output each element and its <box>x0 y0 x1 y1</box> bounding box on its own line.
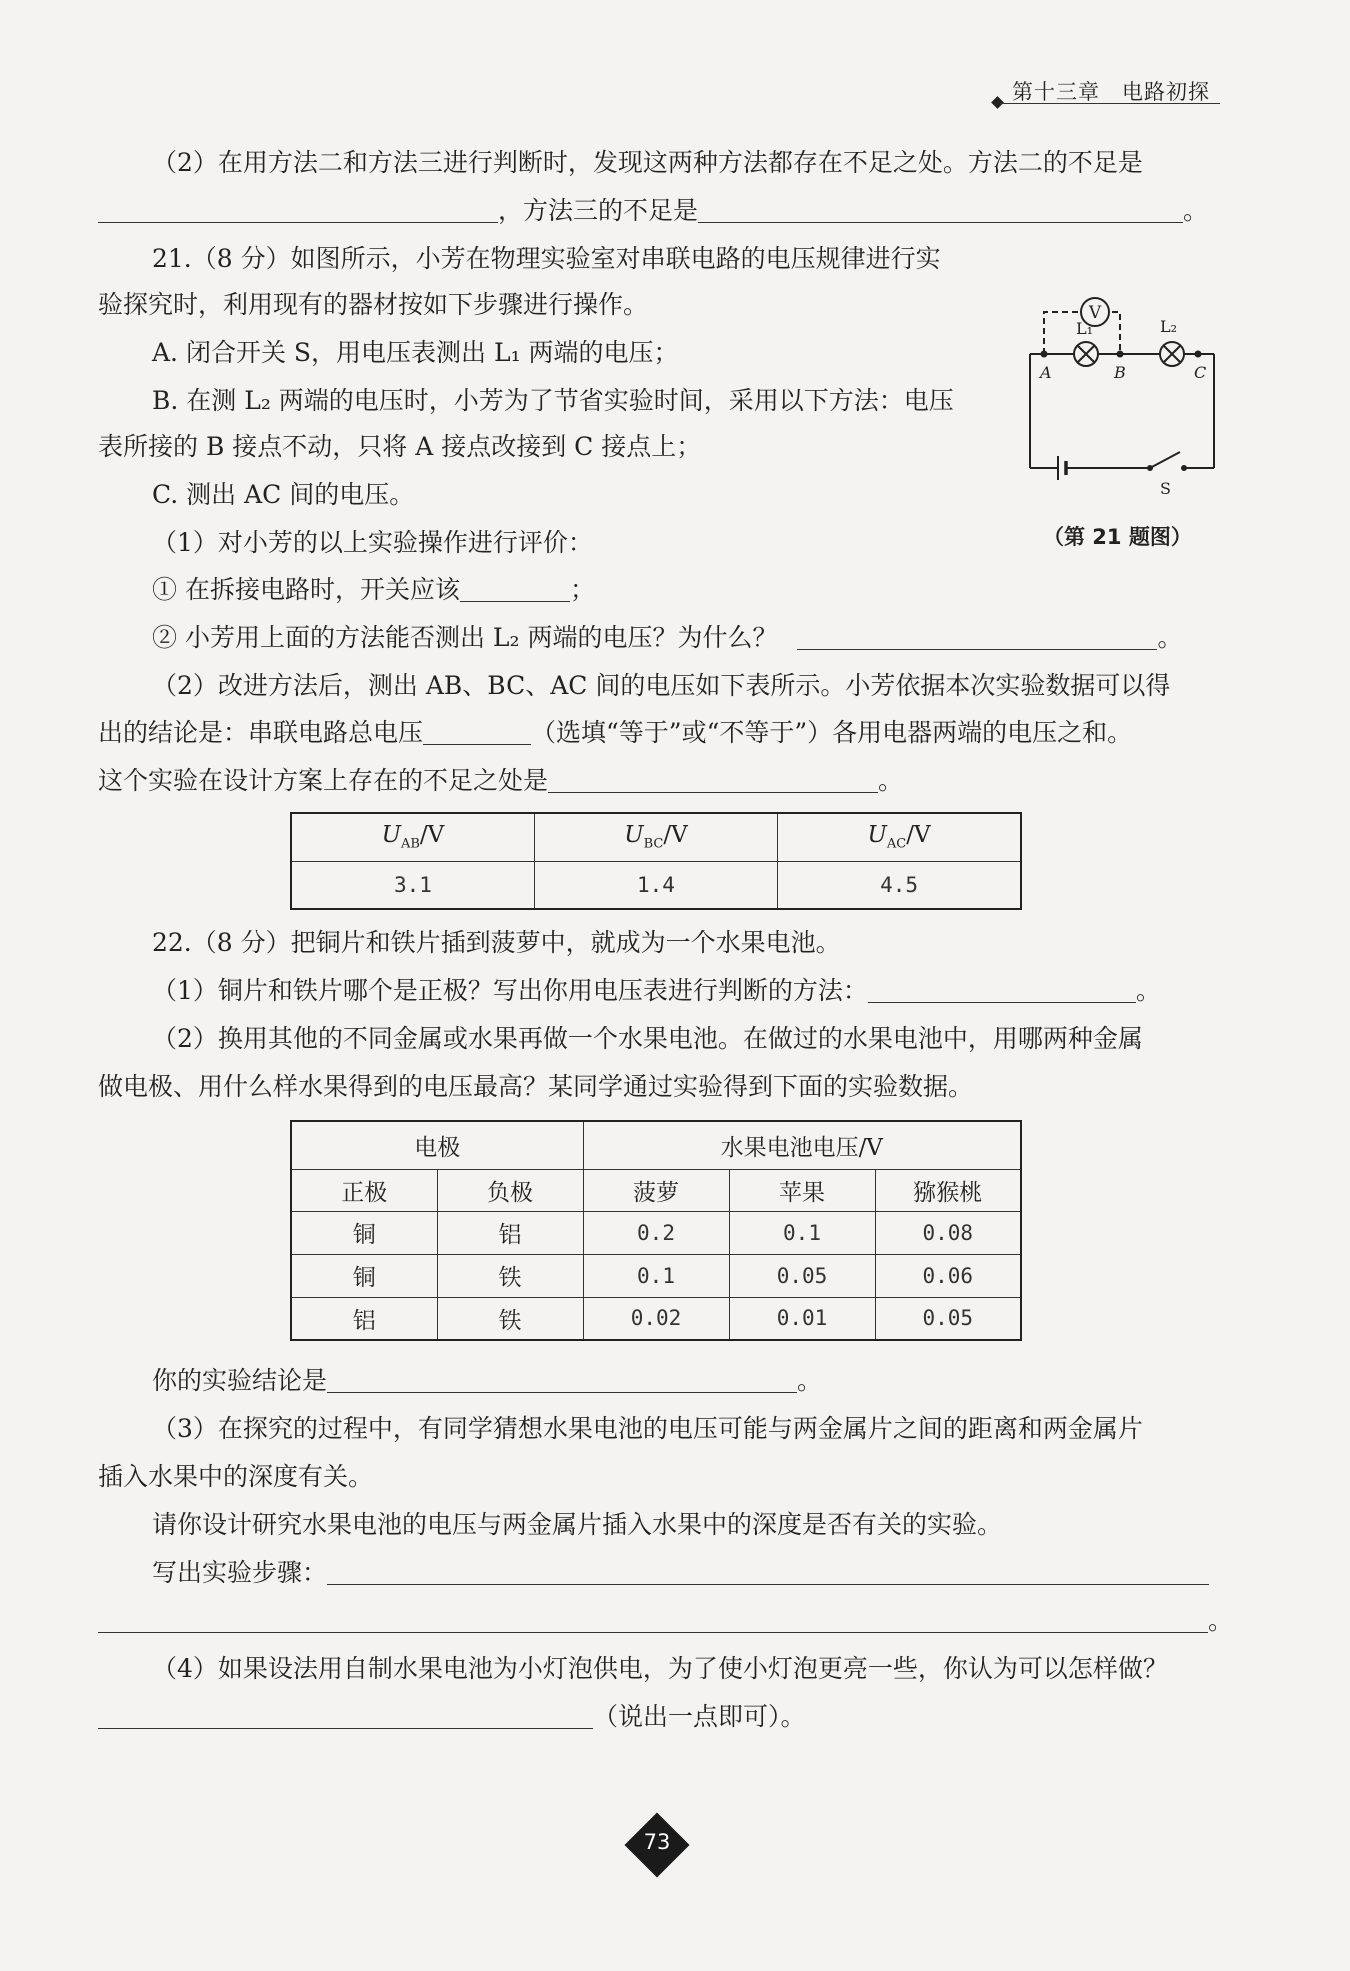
q21-part1-b: ② 小芳用上面的方法能否测出 L₂ 两端的电压？为什么？ 。 <box>152 623 1183 652</box>
q22-stem: 22.（8 分）把铜片和铁片插到菠萝中，就成为一个水果电池。 <box>152 928 841 957</box>
answer-blank[interactable] <box>327 1558 1209 1585</box>
q21-step-b-line1: B. 在测 L₂ 两端的电压时，小芳为了节省实验时间，采用以下方法：电压 <box>152 386 954 415</box>
point-a-label: A <box>1040 363 1052 382</box>
q22-conclusion: 你的实验结论是 。 <box>152 1366 823 1395</box>
table-header-cell: 菠萝 <box>583 1169 729 1211</box>
switch-label: S <box>1160 479 1171 498</box>
table-header-cell: 正极 <box>291 1169 437 1211</box>
lamp1-label: L₁ <box>1076 319 1094 338</box>
answer-blank[interactable] <box>327 1366 797 1393</box>
voltmeter-label: V <box>1088 303 1102 323</box>
q22-part3-line2: 插入水果中的深度有关。 <box>98 1462 374 1491</box>
table-header-cell: 苹果 <box>729 1169 875 1211</box>
table-row <box>291 1254 1021 1297</box>
q22-part3-steps: 写出实验步骤： <box>152 1556 1209 1590</box>
table-cell: 铝 <box>291 1297 437 1340</box>
q21-stem-line2: 验探究时，利用现有的器材按如下步骤进行操作。 <box>98 290 649 319</box>
q21-part2-line1: （2）改进方法后，测出 AB、BC、AC 间的电压如下表所示。小芳依据本次实验数据可以得 <box>152 671 1171 700</box>
lamp2-label: L₂ <box>1160 317 1178 336</box>
table-group-header: 水果电池电压/V <box>583 1121 1021 1169</box>
q21-step-c: C. 测出 AC 间的电压。 <box>152 480 415 509</box>
answer-blank[interactable] <box>797 623 1157 650</box>
answer-blank[interactable] <box>868 976 1136 1003</box>
table-header-cell: $U_{BC}/V$ <box>534 813 777 861</box>
answer-blank[interactable] <box>460 575 570 602</box>
answer-blank[interactable] <box>98 1606 1208 1633</box>
answer-blank[interactable] <box>548 766 878 793</box>
table-header-cell: 负极 <box>437 1169 583 1211</box>
table-cell: 铜 <box>291 1211 437 1254</box>
table-cell: 1.4 <box>534 861 777 909</box>
point-c-label: C <box>1194 363 1207 382</box>
fruit-battery-table <box>290 1120 1022 1341</box>
q21-part1-title: （1）对小芳的以上实验操作进行评价： <box>152 528 593 557</box>
q21-step-a: A. 闭合开关 S，用电压表测出 L₁ 两端的电压； <box>152 338 679 367</box>
table-cell: 铁 <box>437 1254 583 1297</box>
table-cell: 0.05 <box>729 1254 875 1297</box>
q21-part2-line3: 这个实验在设计方案上存在的不足之处是 。 <box>98 766 904 795</box>
table-header-cell: $U_{AB}/V$ <box>291 813 534 861</box>
answer-blank[interactable] <box>423 718 531 745</box>
figure-caption: （第 21 题图） <box>1043 525 1192 549</box>
q22-part3-line3: 请你设计研究水果电池的电压与两金属片插入水果中的深度是否有关的实验。 <box>152 1510 1003 1539</box>
chapter-header: 第十三章 电路初探 <box>1012 80 1210 104</box>
page-number: 73 <box>643 1830 671 1854</box>
q22-part3-line1: （3）在探究的过程中，有同学猜想水果电池的电压可能与两金属片之间的距离和两金属片 <box>152 1414 1143 1443</box>
table-cell: 0.1 <box>583 1254 729 1297</box>
q22-part2-line2: 做电极、用什么样水果得到的电压最高？某同学通过实验得到下面的实验数据。 <box>98 1072 974 1101</box>
table-cell: 0.08 <box>875 1211 1021 1254</box>
point-b-label: B <box>1114 363 1126 382</box>
table-cell: 铜 <box>291 1254 437 1297</box>
table-cell: 0.05 <box>875 1297 1021 1340</box>
table-cell: 铝 <box>437 1211 583 1254</box>
q22-part3-steps-line2: 。 <box>98 1604 1233 1638</box>
table-cell: 0.01 <box>729 1297 875 1340</box>
table-cell: 0.02 <box>583 1297 729 1340</box>
header-rule <box>1000 103 1220 104</box>
table-row <box>291 1297 1021 1340</box>
q22-part4-line2: （说出一点即可）。 <box>98 1700 806 1734</box>
table-cell: 0.2 <box>583 1211 729 1254</box>
circuit-diagram <box>1018 290 1232 500</box>
q22-part2-line1: （2）换用其他的不同金属或水果再做一个水果电池。在做过的水果电池中，用哪两种金属 <box>152 1024 1143 1053</box>
q22-part4-line1: （4）如果设法用自制水果电池为小灯泡供电，为了使小灯泡更亮一些，你认为可以怎样做？ <box>152 1654 1168 1683</box>
table-header-cell: 猕猴桃 <box>875 1169 1021 1211</box>
voltage-table <box>290 812 1022 910</box>
table-cell: 0.1 <box>729 1211 875 1254</box>
q21-part1-a: ① 在拆接电路时，开关应该 ； <box>152 575 595 604</box>
table-cell: 铁 <box>437 1297 583 1340</box>
table-cell: 3.1 <box>291 861 534 909</box>
q21-stem-line1: 21.（8 分）如图所示，小芳在物理实验室对串联电路的电压规律进行实 <box>152 244 941 273</box>
answer-blank[interactable] <box>98 196 498 223</box>
answer-blank[interactable] <box>98 1702 593 1729</box>
answer-blank[interactable] <box>698 196 1183 223</box>
table-cell: 4.5 <box>778 861 1021 909</box>
q22-part1: （1）铜片和铁片哪个是正极？写出你用电压表进行判断的方法： 。 <box>152 976 1161 1005</box>
q21-step-b-line2: 表所接的 B 接点不动，只将 A 接点改接到 C 接点上； <box>98 432 702 461</box>
table-row <box>291 1211 1021 1254</box>
table-group-header: 电极 <box>291 1121 583 1169</box>
q21-part2-line2: 出的结论是：串联电路总电压 （选填“等于”或“不等于”）各用电器两端的电压之和。 <box>98 718 1133 747</box>
q20-part2-line2: ，方法三的不足是 。 <box>98 194 1208 228</box>
table-cell: 0.06 <box>875 1254 1021 1297</box>
table-header-cell: $U_{AC}/V$ <box>778 813 1021 861</box>
q20-part2-line1: （2）在用方法二和方法三进行判断时，发现这两种方法都存在不足之处。方法二的不足是 <box>152 148 1143 177</box>
